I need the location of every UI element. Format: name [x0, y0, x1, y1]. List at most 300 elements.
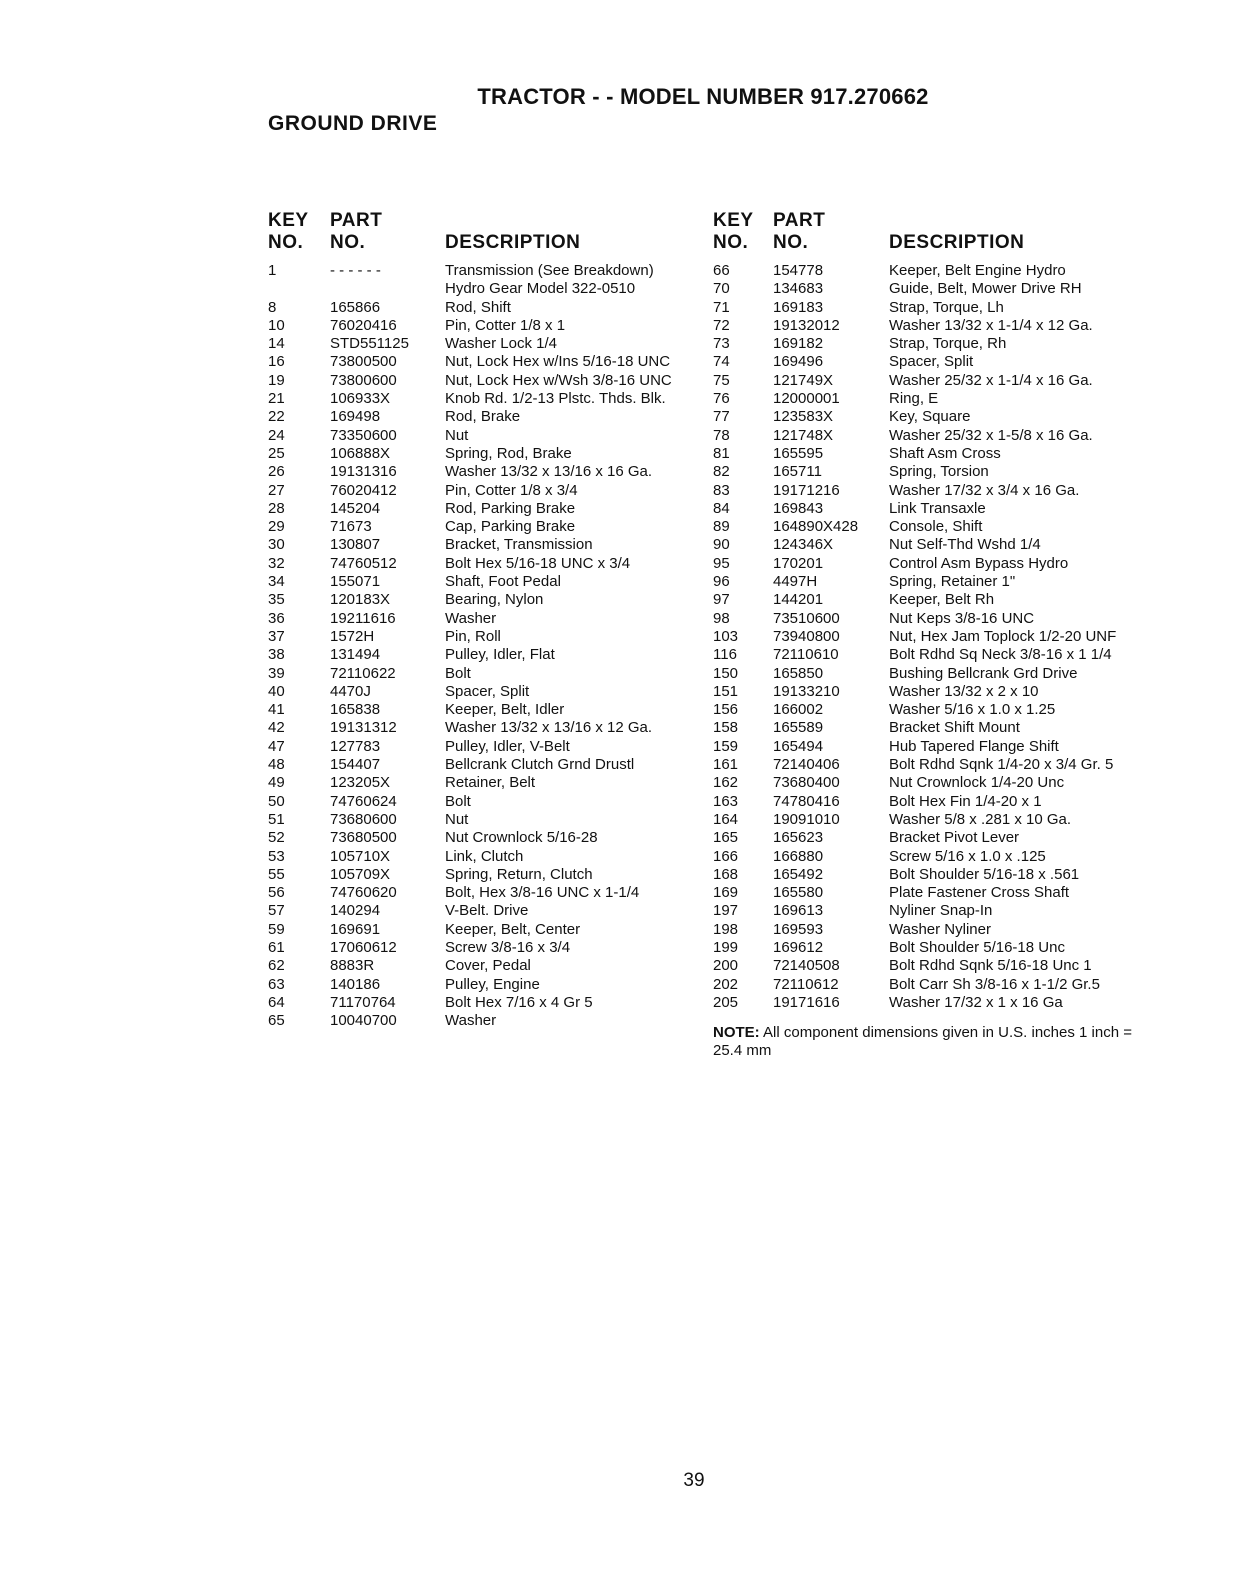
key-no: 200 — [713, 957, 739, 975]
part-no: 169182 — [773, 335, 824, 353]
table-row — [713, 353, 1139, 371]
table-row — [713, 427, 1139, 445]
key-no: 71 — [713, 298, 730, 316]
part-no: 74780416 — [773, 792, 840, 810]
table-row — [268, 299, 675, 317]
part-description: V-Belt. Drive — [445, 902, 529, 920]
key-no: 158 — [713, 719, 739, 737]
part-no: 130807 — [330, 536, 381, 554]
part-no: 123583X — [773, 408, 834, 426]
part-description: Screw 5/16 x 1.0 x .125 — [889, 847, 1046, 865]
table-row — [713, 500, 1139, 518]
key-no: 21 — [268, 390, 285, 408]
part-no: 73940800 — [773, 627, 840, 645]
part-description: Retainer, Belt — [445, 774, 536, 792]
part-description: Rod, Shift — [445, 298, 511, 316]
table-row — [268, 463, 675, 481]
table-row — [268, 628, 675, 646]
key-no: 156 — [713, 701, 739, 719]
part-no-header: PART NO. — [330, 210, 383, 253]
part-no: 127783 — [330, 737, 381, 755]
part-no: 105709X — [330, 865, 391, 883]
key-no: 65 — [268, 1012, 285, 1030]
part-no: 19132012 — [773, 316, 840, 334]
table-row — [713, 738, 1139, 756]
part-no: 165492 — [773, 865, 824, 883]
part-no: 155071 — [330, 573, 381, 591]
table-row — [268, 482, 675, 500]
table-row — [713, 884, 1139, 902]
part-description: Rod, Brake — [445, 408, 521, 426]
table-row — [713, 463, 1139, 481]
table-row — [713, 518, 1139, 536]
part-no: 72110610 — [773, 646, 839, 664]
part-no: 4497H — [773, 573, 818, 591]
key-no: 199 — [713, 938, 739, 956]
part-no: 165866 — [330, 298, 381, 316]
part-description: Washer 17/32 x 1 x 16 Ga — [889, 993, 1063, 1011]
table-row — [713, 646, 1139, 664]
page-number: 39 — [683, 1470, 705, 1491]
part-no: 19133210 — [773, 682, 840, 700]
key-no: 16 — [268, 353, 285, 371]
key-no: 38 — [268, 646, 285, 664]
key-no: 40 — [268, 682, 285, 700]
part-description: Bolt Hex 7/16 x 4 Gr 5 — [445, 993, 593, 1011]
part-no: 71673 — [330, 518, 372, 536]
table-row — [268, 555, 675, 573]
part-description: Bolt Rdhd Sqnk 1/4-20 x 3/4 Gr. 5 — [889, 756, 1114, 774]
table-row — [268, 353, 675, 371]
part-description: Transmission (See Breakdown) Hydro Gear Model 322-0510 — [445, 262, 654, 298]
key-no: 96 — [713, 573, 730, 591]
part-description: Shaft, Foot Pedal — [445, 573, 561, 591]
part-description: Washer 13/32 x 1-1/4 x 12 Ga. — [889, 316, 1093, 334]
part-no: 74760620 — [330, 884, 397, 902]
table-row — [713, 848, 1139, 866]
part-description: Console, Shift — [889, 518, 983, 536]
column-header — [268, 210, 675, 262]
parts-column-left — [268, 210, 675, 1030]
part-description: Pulley, Idler, Flat — [445, 646, 555, 664]
table-row — [713, 719, 1139, 737]
part-no: 140294 — [330, 902, 381, 920]
key-no: 63 — [268, 975, 285, 993]
table-row — [713, 573, 1139, 591]
key-no: 66 — [713, 262, 730, 279]
part-no: 165580 — [773, 884, 824, 902]
table-row — [268, 976, 675, 994]
table-row — [268, 884, 675, 902]
part-description: Nut, Lock Hex w/Ins 5/16-18 UNC — [445, 353, 671, 371]
part-description: Bolt Carr Sh 3/8-16 x 1-1/2 Gr.5 — [889, 975, 1100, 993]
table-row — [268, 738, 675, 756]
table-row — [713, 811, 1139, 829]
part-no: 72110612 — [773, 975, 839, 993]
key-no: 49 — [268, 774, 285, 792]
part-description: Shaft Asm Cross — [889, 444, 1001, 462]
table-row — [268, 719, 675, 737]
table-row — [713, 628, 1139, 646]
part-no: 169498 — [330, 408, 381, 426]
part-no: 76020412 — [330, 481, 397, 499]
part-no: 72140406 — [773, 756, 840, 774]
key-no: 51 — [268, 810, 285, 828]
table-row — [713, 902, 1139, 920]
part-no: 4470J — [330, 682, 371, 700]
key-no: 59 — [268, 920, 285, 938]
part-no: 19171216 — [773, 481, 840, 499]
part-description: Nut Keps 3/8-16 UNC — [889, 609, 1035, 627]
part-no: 165623 — [773, 829, 824, 847]
table-row — [268, 427, 675, 445]
key-no: 61 — [268, 938, 285, 956]
part-description: Washer 17/32 x 3/4 x 16 Ga. — [889, 481, 1080, 499]
table-row — [713, 445, 1139, 463]
key-no: 164 — [713, 810, 739, 828]
key-no: 72 — [713, 316, 730, 334]
part-no: 154778 — [773, 262, 824, 279]
key-no: 77 — [713, 408, 730, 426]
table-row — [713, 555, 1139, 573]
part-no: 169612 — [773, 938, 824, 956]
part-no: 169691 — [330, 920, 381, 938]
part-description: Spacer, Split — [445, 682, 530, 700]
part-no: 105710X — [330, 847, 391, 865]
section-title: GROUND DRIVE — [268, 112, 438, 135]
table-row — [268, 262, 675, 299]
key-no: 36 — [268, 609, 285, 627]
table-row — [713, 701, 1139, 719]
part-description: Washer 25/32 x 1-1/4 x 16 Ga. — [889, 371, 1093, 389]
key-no: 52 — [268, 829, 285, 847]
part-no: 73510600 — [773, 609, 840, 627]
table-row — [268, 372, 675, 390]
part-description: Control Asm Bypass Hydro — [889, 554, 1069, 572]
part-description: Nut — [445, 426, 469, 444]
table-row — [713, 390, 1139, 408]
part-no: 106933X — [330, 390, 391, 408]
table-row — [268, 848, 675, 866]
table-row — [713, 756, 1139, 774]
part-no: 140186 — [330, 975, 381, 993]
part-no: 166002 — [773, 701, 824, 719]
parts-column-right — [713, 210, 1139, 1060]
key-no: 24 — [268, 426, 285, 444]
key-no: 89 — [713, 518, 730, 536]
part-no: 17060612 — [330, 938, 397, 956]
key-no: 151 — [713, 682, 739, 700]
part-no: 73680600 — [330, 810, 397, 828]
key-no: 78 — [713, 426, 730, 444]
part-no: 73800600 — [330, 371, 397, 389]
key-no: 19 — [268, 371, 285, 389]
table-row — [268, 939, 675, 957]
part-no: 144201 — [773, 591, 824, 609]
table-row — [713, 482, 1139, 500]
part-description: Cap, Parking Brake — [445, 518, 576, 536]
part-description: Cover, Pedal — [445, 957, 531, 975]
part-no: 169613 — [773, 902, 824, 920]
part-description: Nut Self-Thd Wshd 1/4 — [889, 536, 1041, 554]
key-no: 161 — [713, 756, 739, 774]
part-no: 106888X — [330, 444, 391, 462]
part-description: Nyliner Snap-In — [889, 902, 993, 920]
part-description: Washer 13/32 x 2 x 10 — [889, 682, 1039, 700]
table-row — [713, 317, 1139, 335]
part-description: Bolt Rdhd Sqnk 5/16-18 Unc 1 — [889, 957, 1092, 975]
part-description: Pin, Cotter 1/8 x 3/4 — [445, 481, 578, 499]
key-no: 25 — [268, 444, 285, 462]
key-no: 56 — [268, 884, 285, 902]
table-row — [268, 500, 675, 518]
table-row — [268, 445, 675, 463]
part-no: 10040700 — [330, 1012, 397, 1030]
part-no: 165589 — [773, 719, 824, 737]
part-description: Washer — [445, 1012, 497, 1030]
table-row — [713, 774, 1139, 792]
part-no: 72140508 — [773, 957, 840, 975]
part-no: 73680400 — [773, 774, 840, 792]
part-description: Key, Square — [889, 408, 971, 426]
table-row — [713, 372, 1139, 390]
part-no: 145204 — [330, 499, 381, 517]
table-row — [268, 573, 675, 591]
part-description: Spring, Retainer 1" — [889, 573, 1016, 591]
key-no: 81 — [713, 444, 730, 462]
part-description: Nut Crownlock 5/16-28 — [445, 829, 598, 847]
key-no: 37 — [268, 627, 285, 645]
key-no: 205 — [713, 993, 739, 1011]
key-no: 41 — [268, 701, 285, 719]
part-no: 165494 — [773, 737, 824, 755]
part-no: 165711 — [773, 463, 822, 481]
part-description: Pin, Cotter 1/8 x 1 — [445, 316, 566, 334]
description-header: DESCRIPTION — [445, 232, 581, 253]
part-no: 8883R — [330, 957, 375, 975]
key-no: 35 — [268, 591, 285, 609]
table-row — [268, 811, 675, 829]
table-row — [268, 866, 675, 884]
part-description: Keeper, Belt, Center — [445, 920, 581, 938]
table-row — [268, 317, 675, 335]
part-no: 170201 — [773, 554, 824, 572]
key-no: 14 — [268, 335, 285, 353]
part-no: 165850 — [773, 664, 824, 682]
key-no: 98 — [713, 609, 730, 627]
part-description: Washer Lock 1/4 — [445, 335, 557, 353]
part-description: Hub Tapered Flange Shift — [889, 737, 1059, 755]
dimensions-note — [713, 1024, 1133, 1060]
part-description: Bolt Shoulder 5/16-18 x .561 — [889, 865, 1080, 883]
key-no: 97 — [713, 591, 730, 609]
part-description: Nut Crownlock 1/4-20 Unc — [889, 774, 1065, 792]
table-row — [713, 994, 1139, 1012]
key-no: 47 — [268, 737, 285, 755]
table-row — [268, 701, 675, 719]
part-no: 19211616 — [330, 609, 396, 627]
description-header: DESCRIPTION — [889, 232, 1025, 253]
key-no: 168 — [713, 865, 739, 883]
parts-list-right — [713, 262, 1139, 1012]
key-no: 22 — [268, 408, 285, 426]
part-no: 19131312 — [330, 719, 397, 737]
key-no: 95 — [713, 554, 730, 572]
key-no: 30 — [268, 536, 285, 554]
table-row — [268, 683, 675, 701]
note-text: All component dimensions given in U.S. inches 1 inch = 25.4 mm — [713, 1024, 1132, 1060]
part-description: Ring, E — [889, 390, 939, 408]
table-row — [713, 866, 1139, 884]
key-no: 32 — [268, 554, 285, 572]
part-description: Bellcrank Clutch Grnd Drustl — [445, 756, 635, 774]
part-no: 71170764 — [330, 993, 396, 1011]
part-no: 120183X — [330, 591, 391, 609]
key-no: 163 — [713, 792, 739, 810]
part-description: Washer Nyliner — [889, 920, 991, 938]
key-no: 50 — [268, 792, 285, 810]
table-row — [268, 994, 675, 1012]
part-no: 165595 — [773, 444, 824, 462]
key-no: 1 — [268, 262, 277, 279]
table-row — [268, 591, 675, 609]
part-description: Rod, Parking Brake — [445, 499, 576, 517]
part-description: Nut — [445, 810, 469, 828]
note-label: NOTE: — [713, 1024, 760, 1042]
key-no: 10 — [268, 316, 285, 334]
part-no: 121749X — [773, 371, 834, 389]
part-no: - - - - - - — [330, 262, 381, 279]
table-row — [713, 610, 1139, 628]
key-no: 159 — [713, 737, 739, 755]
part-no: 124346X — [773, 536, 834, 554]
part-no: 169593 — [773, 920, 824, 938]
key-no: 64 — [268, 993, 285, 1011]
table-row — [713, 299, 1139, 317]
part-description: Bolt Hex 5/16-18 UNC x 3/4 — [445, 554, 631, 572]
part-description: Bolt Rdhd Sq Neck 3/8-16 x 1 1/4 — [889, 646, 1112, 664]
part-description: Knob Rd. 1/2-13 Plstc. Thds. Blk. — [445, 390, 666, 408]
part-description: Spring, Rod, Brake — [445, 444, 572, 462]
key-no: 74 — [713, 353, 730, 371]
table-row — [268, 665, 675, 683]
table-row — [268, 921, 675, 939]
key-no: 26 — [268, 463, 285, 481]
key-no: 57 — [268, 902, 285, 920]
key-no: 90 — [713, 536, 730, 554]
part-no: 19131316 — [330, 463, 397, 481]
part-description: Bolt Hex Fin 1/4-20 x 1 — [889, 792, 1042, 810]
key-no: 197 — [713, 902, 739, 920]
part-description: Spacer, Split — [889, 353, 974, 371]
table-row — [713, 408, 1139, 426]
table-row — [268, 518, 675, 536]
table-row — [268, 390, 675, 408]
part-description: Washer 5/8 x .281 x 10 Ga. — [889, 810, 1072, 828]
part-no: 123205X — [330, 774, 391, 792]
key-no: 202 — [713, 975, 739, 993]
part-no: 165838 — [330, 701, 381, 719]
part-no: 166880 — [773, 847, 824, 865]
part-description: Bracket Shift Mount — [889, 719, 1020, 737]
part-no: 169843 — [773, 499, 824, 517]
part-description: Washer 5/16 x 1.0 x 1.25 — [889, 701, 1056, 719]
part-description: Keeper, Belt, Idler — [445, 701, 565, 719]
table-row — [268, 756, 675, 774]
part-description: Keeper, Belt Rh — [889, 591, 995, 609]
parts-list-left — [268, 262, 675, 1030]
key-no: 70 — [713, 280, 730, 298]
part-no: 131494 — [330, 646, 381, 664]
part-description: Washer 25/32 x 1-5/8 x 16 Ga. — [889, 426, 1093, 444]
part-description: Pin, Roll — [445, 627, 501, 645]
part-no: 74760512 — [330, 554, 397, 572]
table-row — [713, 683, 1139, 701]
part-description: Washer 13/32 x 13/16 x 16 Ga. — [445, 463, 653, 481]
key-no: 53 — [268, 847, 285, 865]
table-row — [268, 774, 675, 792]
part-description: Bushing Bellcrank Grd Drive — [889, 664, 1078, 682]
table-row — [713, 536, 1139, 554]
part-description: Bolt, Hex 3/8-16 UNC x 1-1/4 — [445, 884, 640, 902]
part-no: 73350600 — [330, 426, 397, 444]
key-no: 84 — [713, 499, 730, 517]
part-description: Nut, Hex Jam Toplock 1/2-20 UNF — [889, 627, 1117, 645]
part-description: Plate Fastener Cross Shaft — [889, 884, 1070, 902]
key-no: 198 — [713, 920, 739, 938]
part-description: Bracket, Transmission — [445, 536, 593, 554]
part-description: Washer — [445, 609, 497, 627]
table-row — [268, 536, 675, 554]
key-no: 83 — [713, 481, 730, 499]
column-header — [713, 210, 1139, 262]
part-description: Guide, Belt, Mower Drive RH — [889, 280, 1082, 298]
key-no-header: KEY NO. — [268, 210, 309, 253]
table-row — [713, 939, 1139, 957]
key-no: 62 — [268, 957, 285, 975]
table-row — [268, 793, 675, 811]
table-row — [268, 902, 675, 920]
part-description: Bearing, Nylon — [445, 591, 544, 609]
table-row — [713, 591, 1139, 609]
part-description: Strap, Torque, Rh — [889, 335, 1007, 353]
key-no: 28 — [268, 499, 285, 517]
part-description: Link Transaxle — [889, 499, 986, 517]
part-description: Spring, Torsion — [889, 463, 989, 481]
key-no: 48 — [268, 756, 285, 774]
part-description: Screw 3/8-16 x 3/4 — [445, 938, 571, 956]
table-row — [713, 280, 1139, 298]
table-row — [713, 665, 1139, 683]
part-no: 76020416 — [330, 316, 397, 334]
table-row — [713, 957, 1139, 975]
part-no: 164890X428 — [773, 518, 859, 536]
part-description: Bolt — [445, 664, 471, 682]
key-no-header: KEY NO. — [713, 210, 754, 253]
part-no: STD551125 — [330, 335, 409, 353]
table-row — [268, 646, 675, 664]
key-no: 39 — [268, 664, 285, 682]
page-title: TRACTOR - - MODEL NUMBER 917.270662 — [477, 84, 929, 109]
table-row — [268, 829, 675, 847]
key-no: 162 — [713, 774, 739, 792]
part-description: Strap, Torque, Lh — [889, 298, 1004, 316]
table-row — [713, 976, 1139, 994]
part-no: 12000001 — [773, 390, 840, 408]
key-no: 150 — [713, 664, 739, 682]
part-no-header: PART NO. — [773, 210, 826, 253]
key-no: 76 — [713, 390, 730, 408]
